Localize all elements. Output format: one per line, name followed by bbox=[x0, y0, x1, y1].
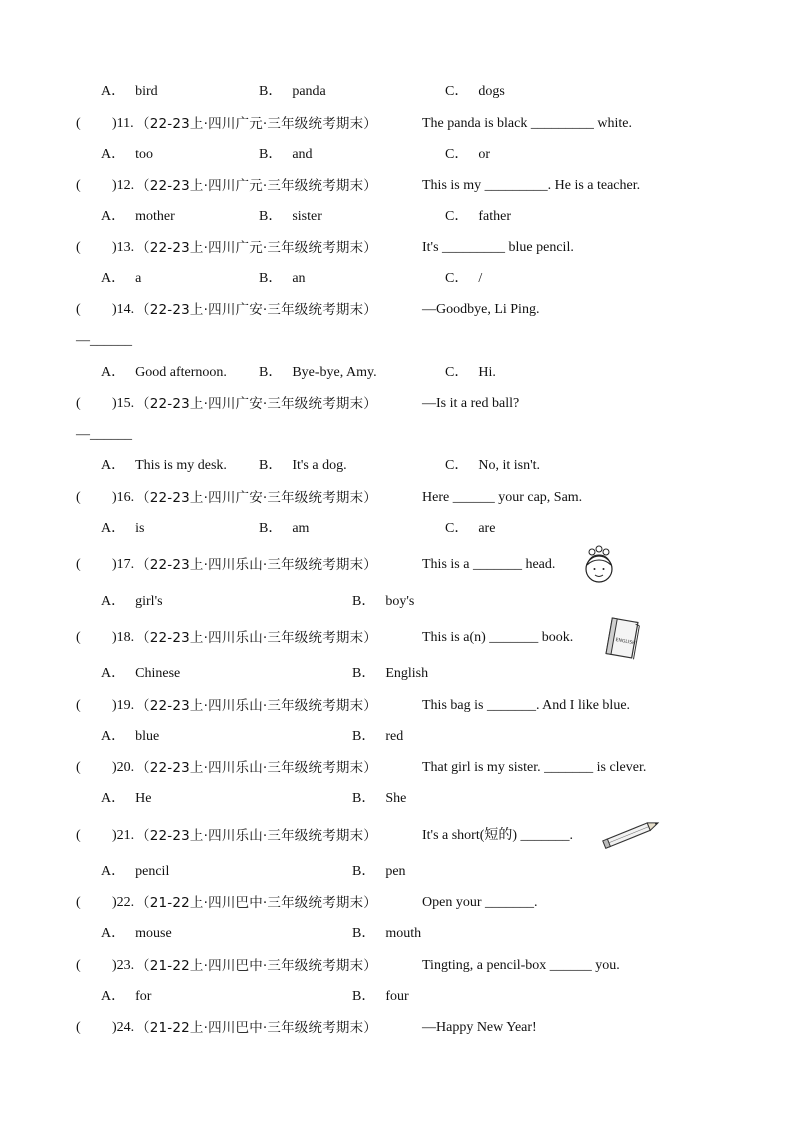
question-source: （21-22上·四川巴中·三年级统考期末） bbox=[136, 1020, 378, 1036]
question-source: （22-23上·四川乐山·三年级统考期末） bbox=[136, 698, 378, 714]
answer-paren[interactable]: ( bbox=[76, 490, 81, 505]
question-number: )23. bbox=[112, 958, 135, 973]
question-source: （22-23上·四川广元·三年级统考期末） bbox=[136, 178, 378, 194]
options-row bbox=[0, 860, 794, 884]
options-row bbox=[0, 267, 794, 291]
question-number: )14. bbox=[112, 302, 135, 317]
option-b: B． English bbox=[352, 666, 429, 681]
option-a: A． pencil bbox=[101, 864, 170, 879]
pencil-icon bbox=[600, 816, 666, 850]
question-stem: That girl is my sister. _______ is clever. bbox=[422, 760, 647, 775]
option-a: A． for bbox=[101, 989, 152, 1004]
options-row bbox=[0, 143, 794, 167]
option-c: C． or bbox=[445, 147, 491, 162]
dialogue-reply-blank[interactable]: —______ bbox=[76, 333, 132, 348]
option-b: B． Bye-bye, Amy. bbox=[259, 365, 377, 380]
question-number: )16. bbox=[112, 490, 135, 505]
question-number: )12. bbox=[112, 178, 135, 193]
option-a: A． girl's bbox=[101, 594, 163, 609]
answer-line bbox=[0, 329, 794, 353]
question-number: )11. bbox=[112, 116, 134, 131]
question-number: )22. bbox=[112, 895, 135, 910]
answer-paren[interactable]: ( bbox=[76, 557, 81, 572]
question-number: )21. bbox=[112, 828, 135, 843]
answer-paren[interactable]: ( bbox=[76, 240, 81, 255]
answer-paren[interactable]: ( bbox=[76, 828, 81, 843]
question-row bbox=[0, 553, 794, 577]
question-stem: —Is it a red ball? bbox=[422, 396, 520, 411]
question-source: （22-23上·四川广安·三年级统考期末） bbox=[136, 396, 378, 412]
option-b: B． She bbox=[352, 791, 407, 806]
question-source: （22-23上·四川广安·三年级统考期末） bbox=[136, 490, 378, 506]
dialogue-reply-blank[interactable]: —______ bbox=[76, 427, 132, 442]
question-source: （21-22上·四川巴中·三年级统考期末） bbox=[136, 958, 378, 974]
option-b: B． and bbox=[259, 147, 313, 162]
question-source: （22-23上·四川广元·三年级统考期末） bbox=[136, 240, 378, 256]
option-a: A． blue bbox=[101, 729, 160, 744]
question-row bbox=[0, 954, 794, 978]
question-row bbox=[0, 694, 794, 718]
question-number: )18. bbox=[112, 630, 135, 645]
question-source: （22-23上·四川乐山·三年级统考期末） bbox=[136, 630, 378, 646]
answer-paren[interactable]: ( bbox=[76, 116, 81, 131]
question-row bbox=[0, 756, 794, 780]
answer-paren[interactable]: ( bbox=[76, 630, 81, 645]
options-row bbox=[0, 787, 794, 811]
question-stem: It's _________ blue pencil. bbox=[422, 240, 574, 255]
book-title: ENGLISH bbox=[615, 637, 636, 647]
question-stem: —Goodbye, Li Ping. bbox=[422, 302, 540, 317]
option-c: C． Hi. bbox=[445, 365, 496, 380]
answer-paren[interactable]: ( bbox=[76, 958, 81, 973]
option-b: B． sister bbox=[259, 209, 322, 224]
options-row bbox=[0, 662, 794, 686]
option-c: C． No, it isn't. bbox=[445, 458, 540, 473]
question-stem: Tingting, a pencil-box ______ you. bbox=[422, 958, 620, 973]
options-row bbox=[0, 205, 794, 229]
option-b: B． It's a dog. bbox=[259, 458, 347, 473]
question-stem: The panda is black _________ white. bbox=[422, 116, 632, 131]
option-a: A． mother bbox=[101, 209, 175, 224]
question-number: )19. bbox=[112, 698, 135, 713]
option-b: B． mouth bbox=[352, 926, 422, 941]
option-a: A． is bbox=[101, 521, 145, 536]
question-stem: Open your _______. bbox=[422, 895, 538, 910]
answer-line bbox=[0, 423, 794, 447]
option-b: B． four bbox=[352, 989, 409, 1004]
answer-paren[interactable]: ( bbox=[76, 178, 81, 193]
option-b: B． red bbox=[352, 729, 404, 744]
option-b: B． pen bbox=[352, 864, 406, 879]
option-c: C． dogs bbox=[445, 84, 505, 99]
question-stem: This is my _________. He is a teacher. bbox=[422, 178, 641, 193]
option-c: C． are bbox=[445, 521, 496, 536]
question-source: （22-23上·四川广元·三年级统考期末） bbox=[136, 116, 378, 132]
option-a: A． mouse bbox=[101, 926, 172, 941]
answer-paren[interactable]: ( bbox=[76, 396, 81, 411]
question-row bbox=[0, 1016, 794, 1040]
question-number: )17. bbox=[112, 557, 135, 572]
option-c: C． / bbox=[445, 271, 483, 286]
option-a: A． Good afternoon. bbox=[101, 365, 227, 380]
question-number: )15. bbox=[112, 396, 135, 411]
answer-paren[interactable]: ( bbox=[76, 302, 81, 317]
question-row bbox=[0, 236, 794, 260]
girl-face-icon bbox=[580, 545, 618, 585]
answer-paren[interactable]: ( bbox=[76, 1020, 81, 1035]
options-row bbox=[0, 80, 794, 104]
question-row bbox=[0, 626, 794, 650]
question-number: )20. bbox=[112, 760, 135, 775]
option-a: A． a bbox=[101, 271, 142, 286]
option-a: A． too bbox=[101, 147, 154, 162]
question-stem: —Happy New Year! bbox=[422, 1020, 537, 1035]
question-row bbox=[0, 298, 794, 322]
question-source: （22-23上·四川乐山·三年级统考期末） bbox=[136, 557, 378, 573]
english-book-icon bbox=[600, 616, 644, 660]
question-stem: This bag is _______. And I like blue. bbox=[422, 698, 631, 713]
option-b: B． am bbox=[259, 521, 310, 536]
option-a: A． This is my desk. bbox=[101, 458, 227, 473]
option-b: B． panda bbox=[259, 84, 326, 99]
option-b: B． an bbox=[259, 271, 306, 286]
options-row bbox=[0, 454, 794, 478]
option-a: A． Chinese bbox=[101, 666, 181, 681]
question-stem: It's a short(短的) _______. bbox=[422, 828, 574, 843]
answer-paren[interactable]: ( bbox=[76, 698, 81, 713]
question-source: （22-23上·四川乐山·三年级统考期末） bbox=[136, 828, 378, 844]
question-row bbox=[0, 174, 794, 198]
options-row bbox=[0, 725, 794, 749]
options-row bbox=[0, 361, 794, 385]
question-number: )24. bbox=[112, 1020, 135, 1035]
option-a: A． He bbox=[101, 791, 152, 806]
option-a: A． bird bbox=[101, 84, 158, 99]
question-row bbox=[0, 891, 794, 915]
options-row bbox=[0, 985, 794, 1009]
option-b: B． boy's bbox=[352, 594, 415, 609]
question-row bbox=[0, 824, 794, 848]
question-row bbox=[0, 486, 794, 510]
question-stem: Here ______ your cap, Sam. bbox=[422, 490, 583, 505]
options-row bbox=[0, 922, 794, 946]
question-stem: This is a _______ head. bbox=[422, 557, 556, 572]
question-source: （22-23上·四川广安·三年级统考期末） bbox=[136, 302, 378, 318]
question-row bbox=[0, 392, 794, 416]
question-row bbox=[0, 112, 794, 136]
option-c: C． father bbox=[445, 209, 511, 224]
answer-paren[interactable]: ( bbox=[76, 760, 81, 775]
options-row bbox=[0, 517, 794, 541]
question-stem: This is a(n) _______ book. bbox=[422, 630, 574, 645]
question-source: （22-23上·四川乐山·三年级统考期末） bbox=[136, 760, 378, 776]
question-source: （21-22上·四川巴中·三年级统考期末） bbox=[136, 895, 378, 911]
answer-paren[interactable]: ( bbox=[76, 895, 81, 910]
options-row bbox=[0, 590, 794, 614]
question-number: )13. bbox=[112, 240, 135, 255]
